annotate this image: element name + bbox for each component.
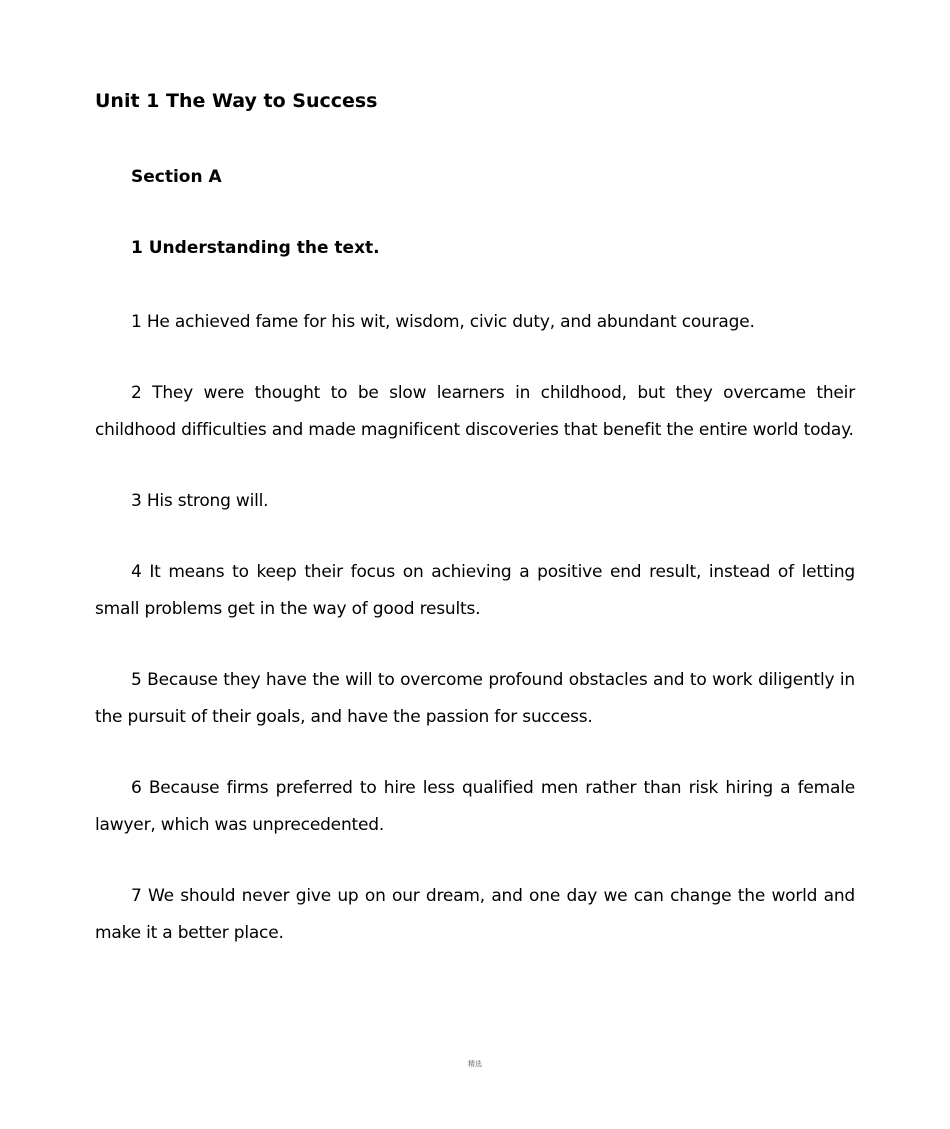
section-heading: Section A — [131, 167, 222, 187]
answer-item: 5 Because they have the will to overcome profound obstacles and to work diligently in the pursuit of their goals, and have the passion for success. — [95, 670, 855, 727]
answer-item: 4 It means to keep their focus on achieving a positive end result, instead of letting small problems get in the way of good results. — [95, 562, 855, 619]
answer-item: 1 He achieved fame for his wit, wisdom, civic duty, and abundant courage. — [131, 312, 755, 332]
exercise-heading: 1 Understanding the text. — [131, 238, 380, 258]
unit-title: Unit 1 The Way to Success — [95, 90, 378, 112]
page-footer: 精选 — [468, 1060, 482, 1068]
answer-item: 6 Because firms preferred to hire less qualified men rather than risk hiring a female lawyer, which was unprecedented. — [95, 778, 855, 835]
answer-item: 7 We should never give up on our dream, and one day we can change the world and make it a better place. — [95, 886, 855, 943]
answer-item: 3 His strong will. — [131, 491, 269, 511]
answer-item: 2 They were thought to be slow learners in childhood, but they overcame their childhood difficulties and made magnificent discoveries that benefit the entire world today. — [95, 383, 855, 440]
answer-list — [95, 304, 855, 986]
